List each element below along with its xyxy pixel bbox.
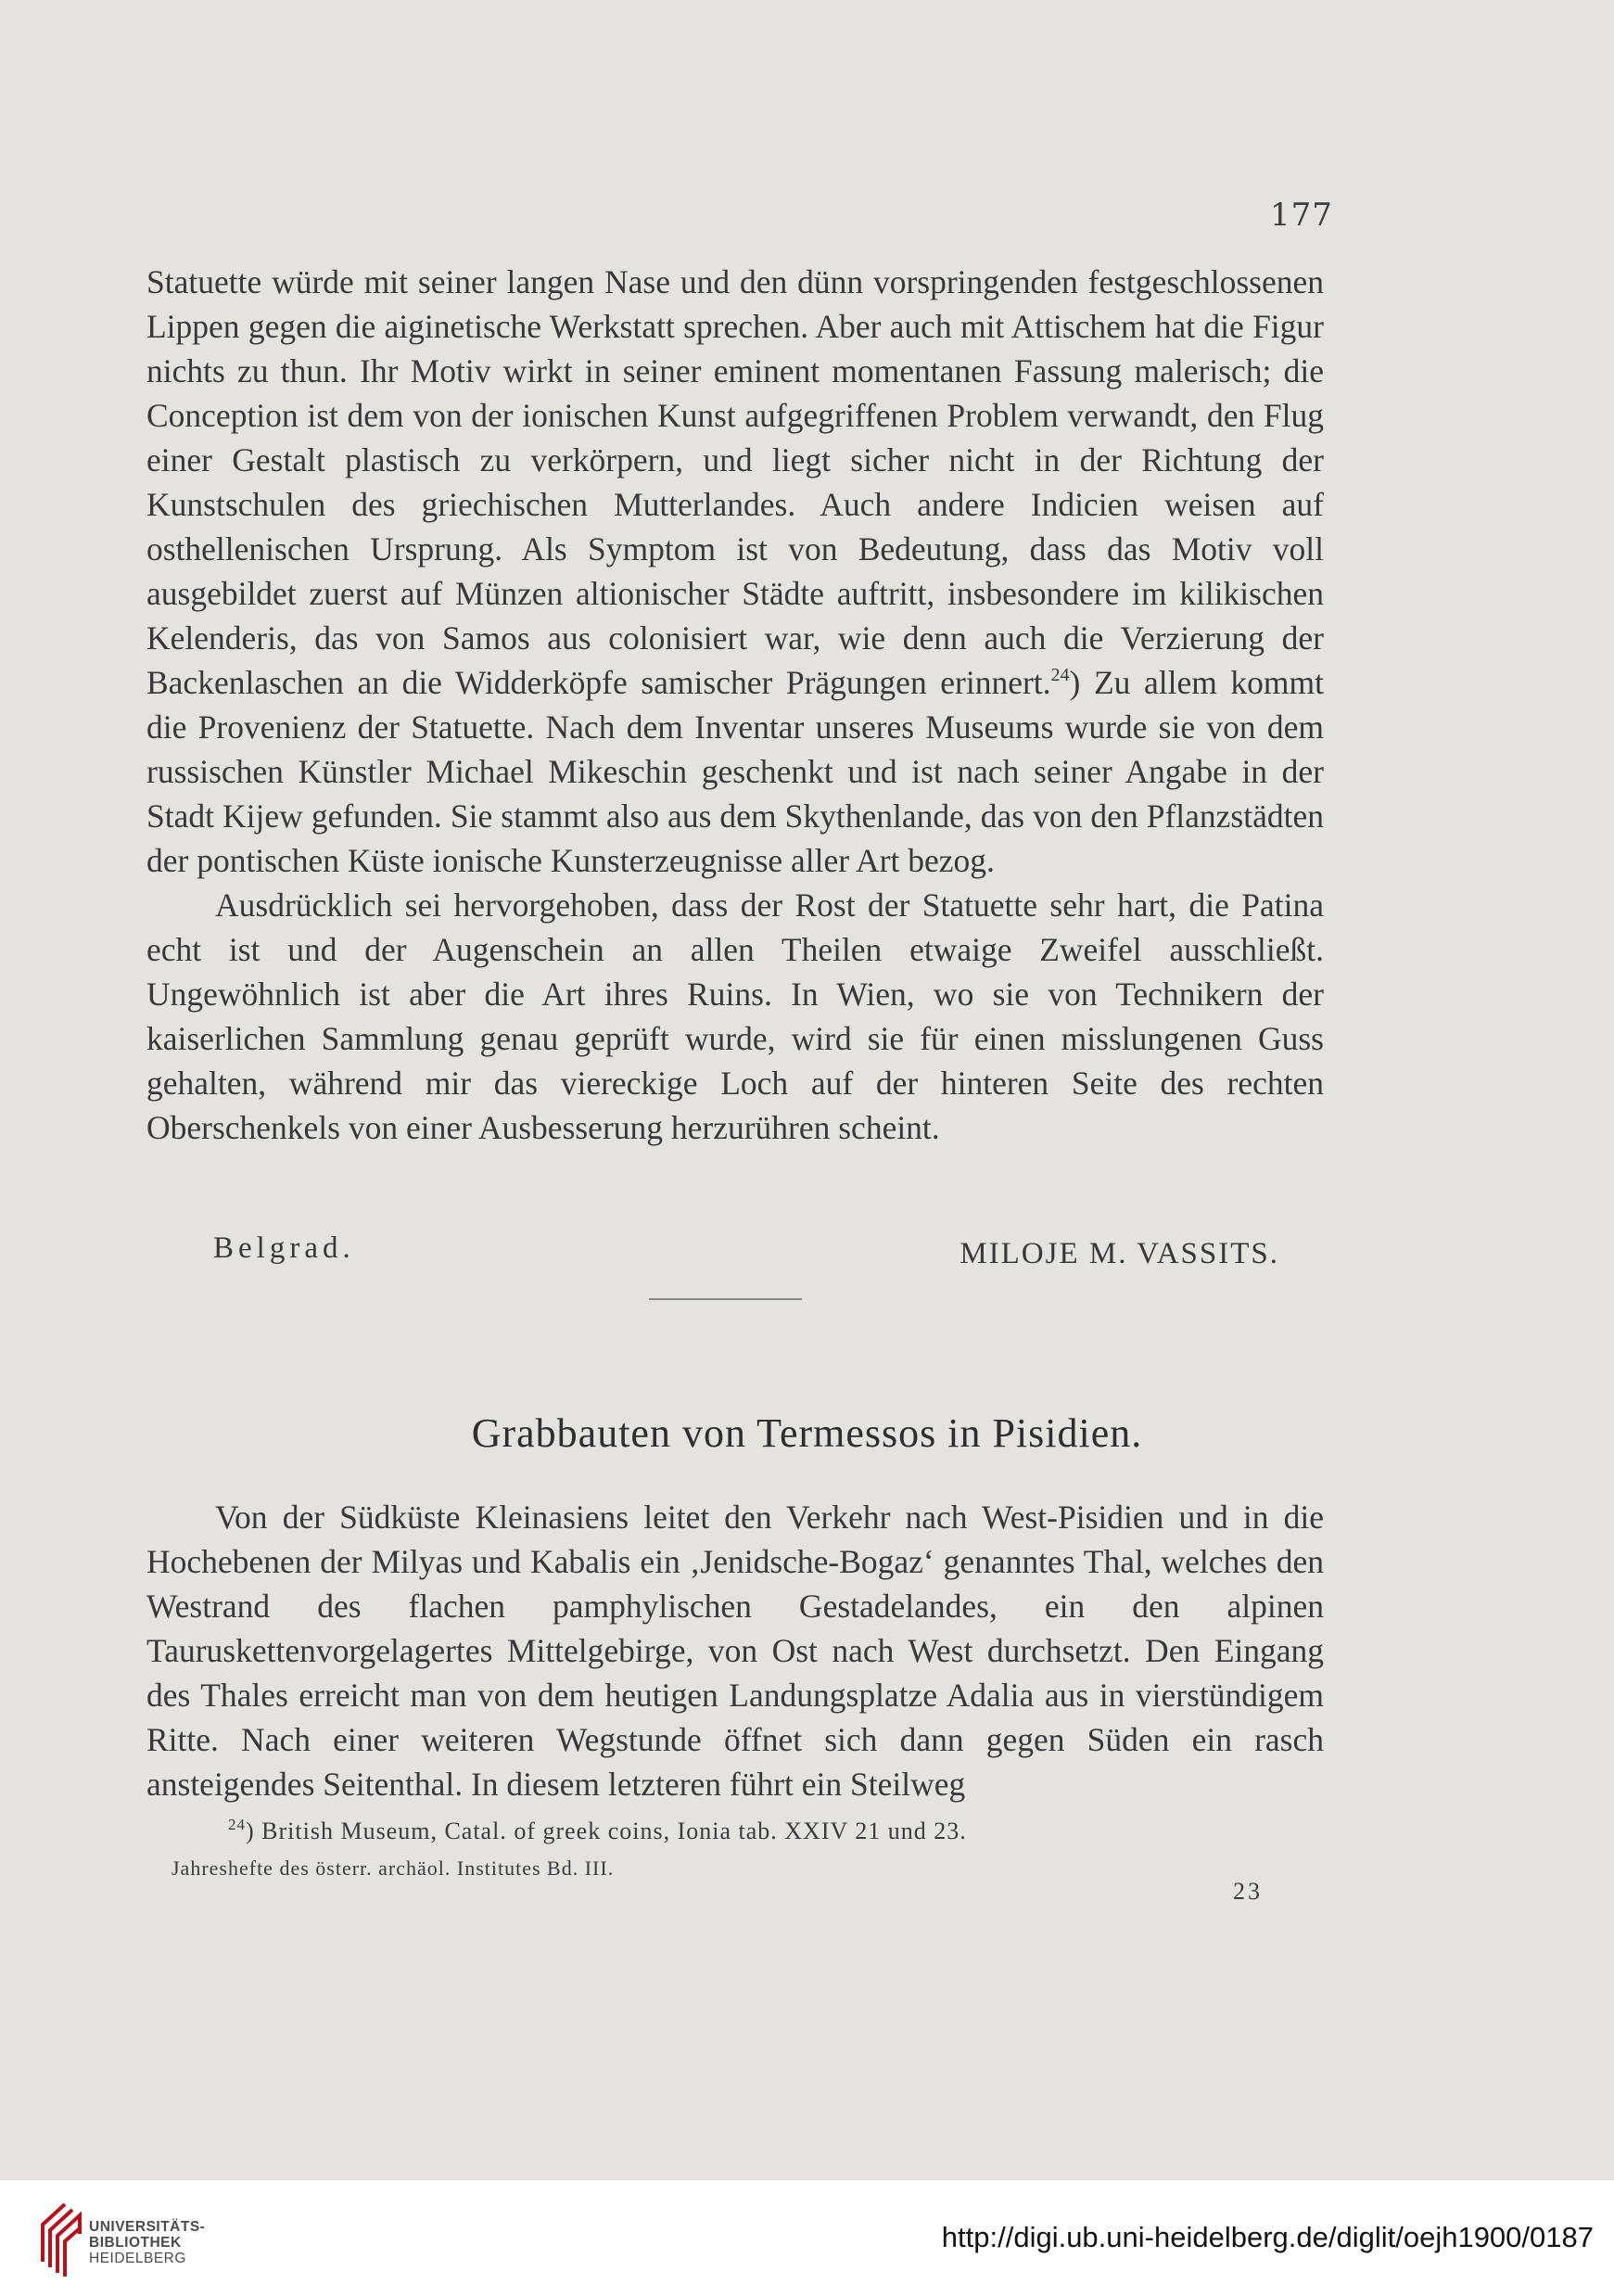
section-divider: [649, 1298, 802, 1300]
library-name: [89, 2219, 205, 2266]
page-number: 177: [1270, 197, 1333, 234]
permalink-url[interactable]: http://digi.ub.uni-heidelberg.de/diglit/oejh1900/0187: [941, 2221, 1594, 2253]
footnote-reference[interactable]: 24: [1050, 665, 1070, 685]
footnote-number: 24: [228, 1816, 246, 1833]
library-name-line-3: HEIDELBERG: [89, 2251, 186, 2266]
paragraph-1: [146, 260, 1324, 883]
paragraph-3: Von der Südküste Kleinasiens leitet den Verkehr nach West-Pisidien und in die Hochebenen der Milyas und Kabalis ein ‚Jenidsche-Bogaz‘ genanntes Thal, welches den Westrand des flachen pamphylischen Gestadelandes, ein den alpinen Tauruskettenvorgelagertes Mittelgebirge, von Ost nach West durchsetzt. Den Eingang des Thales erreicht man von dem heutigen Landungsplatze Adalia aus in vierstündigem Ritte. Nach einer weiteren Wegstunde öffnet sich dann gegen Süden ein rasch ansteigendes Seitenthal. In diesem letzteren führt ein Steilweg: [146, 1499, 1324, 1803]
article-body-top: [146, 260, 1324, 1150]
footnote: [228, 1816, 967, 1845]
library-name-line-1: UNIVERSITÄTS-: [89, 2219, 206, 2235]
sheet-signature: 23: [1233, 1878, 1263, 1905]
place-name: Belgrad.: [213, 1231, 355, 1265]
footnote-text: ) British Museum, Catal. of greek coins, Ionia tab. XXIV 21 und 23.: [246, 1818, 967, 1844]
footer-bar: [0, 2179, 1614, 2296]
library-name-line-2: BIBLIOTHEK: [89, 2235, 182, 2251]
paragraph-1-text-continued: ) Zu allem kommt die Provenienz der Statuette. Nach dem Inventar unseres Museums wurde sie von dem russischen Künstler Michael Mikeschin geschenkt und ist nach seiner Angabe in der Stadt Kijew gefunden. Sie stammt also aus dem Skythenlande, das von den Pflanzstädten der pontischen Küste ionische Kunsterzeugnisse aller Art bezog.: [146, 664, 1324, 879]
running-foot: Jahreshefte des österr. archäol. Institutes Bd. III.: [172, 1856, 615, 1880]
article-body-bottom: [146, 1495, 1324, 1806]
section-title: Grabbauten von Termessos in Pisidien.: [471, 1410, 1143, 1456]
paragraph-2: Ausdrücklich sei hervorgehoben, dass der Rost der Statuette sehr hart, die Patina echt ist und der Augenschein an allen Theilen etwaige Zweifel ausschließt. Ungewöhnlich ist aber die Art ihres Ruins. In Wien, wo sie von Technikern der kaiserlichen Sammlung genau geprüft wurde, wird sie für einen misslungenen Guss gehalten, während mir das viereckige Loch auf der hinteren Seite des rechten Oberschenkels von einer Ausbesserung herzurühren scheint.: [146, 887, 1324, 1146]
paragraph-1-text: Statuette würde mit seiner langen Nase und den dünn vorspringenden festgeschlossenen Lippen gegen die aiginetische Werkstatt sprechen. Aber auch mit Attischem hat die Figur nichts zu thun. Ihr Motiv wirkt in seiner eminent momentanen Fassung malerisch; die Conception ist dem von der ionischen Kunst aufgegriffenen Problem verwandt, den Flug einer Gestalt plastisch zu verkörpern, und liegt sicher nicht in der Richtung der Kunstschulen des griechischen Mutterlandes. Auch andere Indicien weisen auf osthellenischen Ursprung. Als Symptom ist von Bedeutung, dass das Motiv voll ausgebildet zuerst auf Münzen altionischer Städte auftritt, insbesondere im kilikischen Kelenderis, das von Samos aus colonisiert war, wie denn auch die Verzierung der Backenlaschen an die Widderköpfe samischer Prägungen erinnert.: [146, 263, 1324, 701]
author-name: MILOJE M. VASSITS.: [960, 1237, 1279, 1270]
